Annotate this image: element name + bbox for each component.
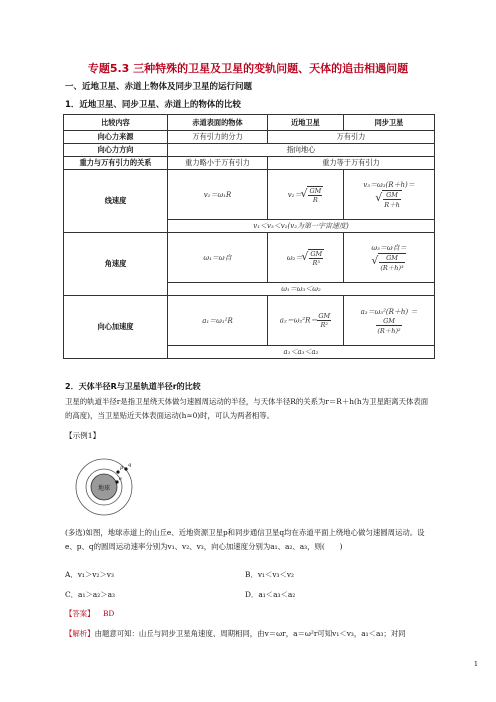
- table-cell: 万有引力的分力: [168, 131, 268, 144]
- fraction: [309, 250, 323, 267]
- formula-prefix: v₃＝ω₃(R＋h)＝: [363, 181, 415, 189]
- answer-label: 【答案】: [65, 609, 95, 618]
- option-a: A．v₁＞v₂＞v₃: [65, 570, 114, 579]
- e-label: e: [119, 476, 122, 482]
- row-label: 向心加速度: [64, 296, 168, 359]
- q-label: q: [128, 462, 132, 468]
- table-header-cell: 同步卫星: [344, 115, 435, 131]
- answer-line: [65, 608, 114, 619]
- fraction: [379, 254, 404, 272]
- sqrt-symbol: [307, 186, 323, 204]
- analysis-line: [65, 628, 440, 639]
- table-header-cell: 赤道表面的物体: [168, 115, 268, 131]
- formula-prefix: ω₂＝: [286, 253, 303, 262]
- example-label: 【示例1】: [65, 431, 101, 440]
- earth-label: 地球: [97, 485, 111, 492]
- page-number: 1: [473, 660, 478, 668]
- numerator: √ GM: [310, 249, 323, 258]
- page-title: 专题5.3 三种特殊的卫星及卫星的变轨问题、天体的追击相遇问题: [87, 62, 409, 75]
- option-d: D．a₁＜a₃＜a₂: [245, 590, 296, 599]
- formula-cell: a₁＝ω₁²R: [168, 296, 268, 346]
- sqrt-symbol: [378, 253, 405, 272]
- table-cell: 万有引力: [268, 131, 435, 144]
- denominator: R＋h: [384, 201, 400, 209]
- table-cell: 重力略小于万有引力: [168, 157, 268, 170]
- formula-prefix: a₃＝ω₃²(R＋h) ＝: [360, 307, 418, 316]
- relation-cell: a₁＜a₃＜a₂: [168, 346, 435, 359]
- analysis-text: 由题意可知：山丘与同步卫星角速度、周期相同，由v＝ωr，a＝ω²r可知v₁＜v₃，a₁＜a₃；对同: [94, 629, 406, 638]
- p-label: p: [120, 465, 124, 471]
- answer-value: BD: [102, 609, 115, 618]
- table-header-row: [64, 115, 435, 131]
- formula-cell: [344, 170, 435, 220]
- numerator: GM: [376, 317, 401, 326]
- row-label: 线速度: [64, 170, 168, 233]
- relation-cell: v₁＜v₃＜v₂(v₂为第一宇宙速度): [168, 220, 435, 233]
- analysis-label: 【解析】: [65, 629, 95, 638]
- option-c: C．a₁＞a₂＞a₃: [65, 590, 115, 599]
- subsection-heading: 1．近地卫星、同步卫星、赤道上的物体的比较: [65, 100, 241, 110]
- denominator: R: [312, 195, 318, 204]
- body-paragraph: 卫星的轨道半径r是指卫星绕天体做匀速圆周运动的半径，与天体半径R的关系为r＝R＋h(h为卫星距离天体表面的高度)，当卫星贴近天体表面运动(h≈0)时，可认为两者相等。: [65, 397, 429, 420]
- denominator: (R＋h)²: [377, 326, 401, 335]
- sqrt-symbol: [308, 249, 324, 267]
- relation-cell: ω₁＝ω₃＜ω₂: [168, 283, 435, 296]
- table-cell: 重力等于万有引力: [268, 157, 435, 170]
- numerator: √ GM: [383, 191, 401, 200]
- fraction: [383, 191, 401, 209]
- denominator: R²: [320, 321, 329, 329]
- table-header-cell: 比较内容: [64, 115, 168, 131]
- sqrt-symbol: [382, 190, 402, 209]
- row-label: 向心力来源: [64, 131, 168, 144]
- formula-prefix: ω₃＝ω自＝: [371, 244, 407, 252]
- section-heading: 一、近地卫星、赤道上物体及同步卫星的运行问题: [65, 82, 253, 92]
- table-row: [64, 157, 435, 170]
- numerator: √ GM: [309, 186, 322, 195]
- formula-cell: [344, 296, 435, 346]
- numerator: GM: [318, 312, 331, 320]
- row-label: 重力与万有引力的关系: [64, 157, 168, 170]
- formula-prefix: a₂＝ω₂²R＝: [279, 316, 318, 325]
- table-row: [64, 296, 435, 346]
- table-row: [64, 131, 435, 144]
- row-label: 向心力方向: [64, 144, 168, 157]
- table-row: [64, 233, 435, 283]
- table-row: [64, 170, 435, 220]
- fraction: [308, 187, 322, 204]
- denominator: R³: [312, 258, 320, 267]
- formula-cell: v₁＝ω₁R: [168, 170, 268, 220]
- table-row: [64, 144, 435, 157]
- formula-cell: [268, 233, 344, 283]
- subsection-heading: 2．天体半径R与卫星轨道半径r的比较: [65, 382, 201, 391]
- formula-prefix: v₂＝: [287, 190, 302, 199]
- comparison-table: [63, 114, 435, 359]
- fraction: [317, 312, 331, 329]
- formula-cell: ω₁＝ω自: [168, 233, 268, 283]
- numerator: √ GM: [379, 254, 404, 263]
- table-header-cell: 近地卫星: [268, 115, 344, 131]
- fraction: [376, 317, 401, 335]
- table-cell: 指向地心: [168, 144, 435, 157]
- row-label: 角速度: [64, 233, 168, 296]
- formula-cell: [344, 233, 435, 283]
- formula-cell: [268, 170, 344, 220]
- formula-cell: [268, 296, 344, 346]
- option-b: B．v₁＜v₃＜v₂: [245, 570, 295, 579]
- question-text: (多选)如图，地球赤道上的山丘e、近地资源卫星p和同步通信卫星q均在赤道平面上绕地心做匀速圆周运动。设e、p、q的圆周运动速率分别为v₁、v₂、v₃，向心加速度分别为a₁、a₂、a₃，则( ): [65, 528, 425, 551]
- orbit-diagram: [68, 452, 140, 522]
- denominator: (R＋h)³: [380, 264, 404, 272]
